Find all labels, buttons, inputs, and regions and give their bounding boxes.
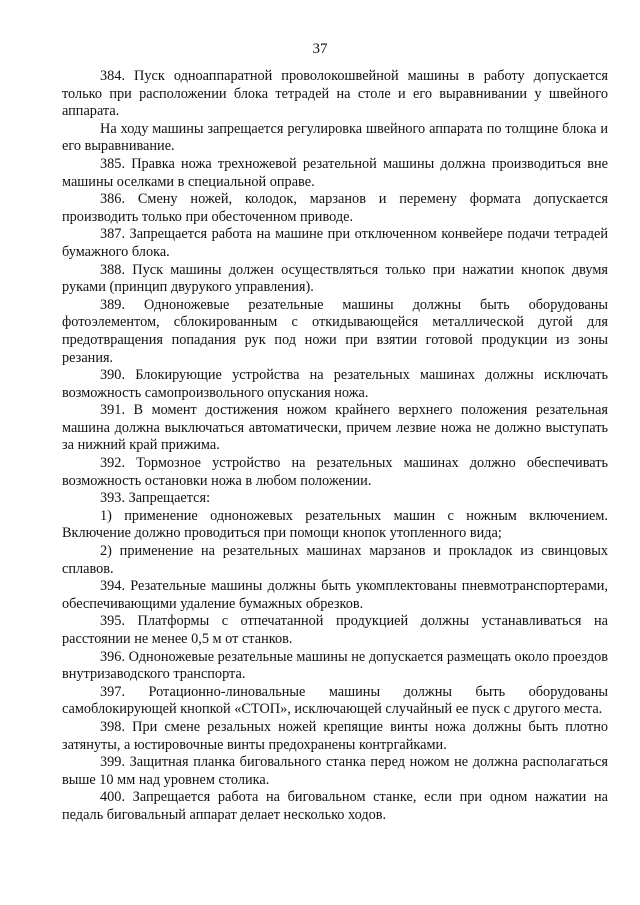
- paragraph-397: 397. Ротационно-линовальные машины должны быть оборудованы самоблокирующей кнопкой «СТОП», исключающей случайный ее пуск с другого места.: [62, 683, 608, 718]
- paragraph-384-continued: На ходу машины запрещается регулировка швейного аппарата по толщине блока и его выравнивание.: [62, 120, 608, 155]
- document-body: [62, 68, 608, 825]
- paragraph-393: 393. Запрещается:: [100, 490, 211, 507]
- paragraph-393-item-2: 2) применение на резательных машинах марзанов и прокладок из свинцовых сплавов.: [62, 543, 608, 577]
- paragraph-396: 396. Одноножевые резательные машины не допускается размещать около проездов внутризаводского транспорта.: [62, 648, 608, 683]
- paragraph-399: 399. Защитная планка биговального станка перед ножом не должна располагаться выше 10 мм над уровнем столика.: [62, 754, 608, 788]
- paragraph-392: 392. Тормозное устройство на резательных машинах должно обеспечивать возможность остановки ножа в любом положении.: [62, 455, 608, 489]
- paragraph-388: 388. Пуск машины должен осуществляться только при нажатии кнопок двумя руками (принцип двурукого управления).: [62, 261, 608, 296]
- paragraph-387: 387. Запрещается работа на машине при отключенном конвейере подачи тетрадей бумажного блока.: [62, 226, 608, 260]
- paragraph-386: 386. Смену ножей, колодок, марзанов и перемену формата допускается производить только при обесточенном приводе.: [62, 191, 608, 225]
- paragraph-385: 385. Правка ножа трехножевой резательной машины должна производиться вне машины оселками в специальной оправе.: [62, 155, 608, 190]
- paragraph-395: 395. Платформы с отпечатанной продукцией должны устанавливаться на расстоянии не менее 0,5 м от станков.: [62, 613, 608, 647]
- page-number: 37: [312, 41, 328, 57]
- paragraph-393-item-1: 1) применение одноножевых резательных машин с ножным включением. Включение должно проводиться при помощи кнопок утопленного вида;: [62, 507, 608, 542]
- paragraph-394: 394. Резательные машины должны быть укомплектованы пневмотранспортерами, обеспечивающими удаление бумажных обрезков.: [62, 578, 608, 612]
- paragraph-389: 389. Одноножевые резательные машины должны быть оборудованы фотоэлементом, сблокированным с откидывающейся металлической дугой для предотвращения попадания рук под ножи при взятии готовой продукции из зоны резания.: [62, 296, 608, 366]
- paragraph-398: 398. При смене резальных ножей крепящие винты ножа должны быть плотно затянуты, а юстировочные винты предохранены контргайками.: [62, 718, 608, 753]
- paragraph-391: 391. В момент достижения ножом крайнего верхнего положения резательная машина должна выключаться автоматически, причем лезвие ножа не должно выступать за нижний край прижима.: [62, 402, 608, 454]
- paragraph-390: 390. Блокирующие устройства на резательных машинах должны исключать возможность самопроизвольного опускания ножа.: [62, 367, 608, 401]
- paragraph-384: 384. Пуск одноаппаратной проволокошвейной машины в работу допускается только при расположении блока тетрадей на столе и его выравнивании у швейного аппарата.: [62, 68, 608, 120]
- paragraph-400: 400. Запрещается работа на биговальном станке, если при одном нажатии на педаль биговальный аппарат делает несколько ходов.: [62, 789, 608, 823]
